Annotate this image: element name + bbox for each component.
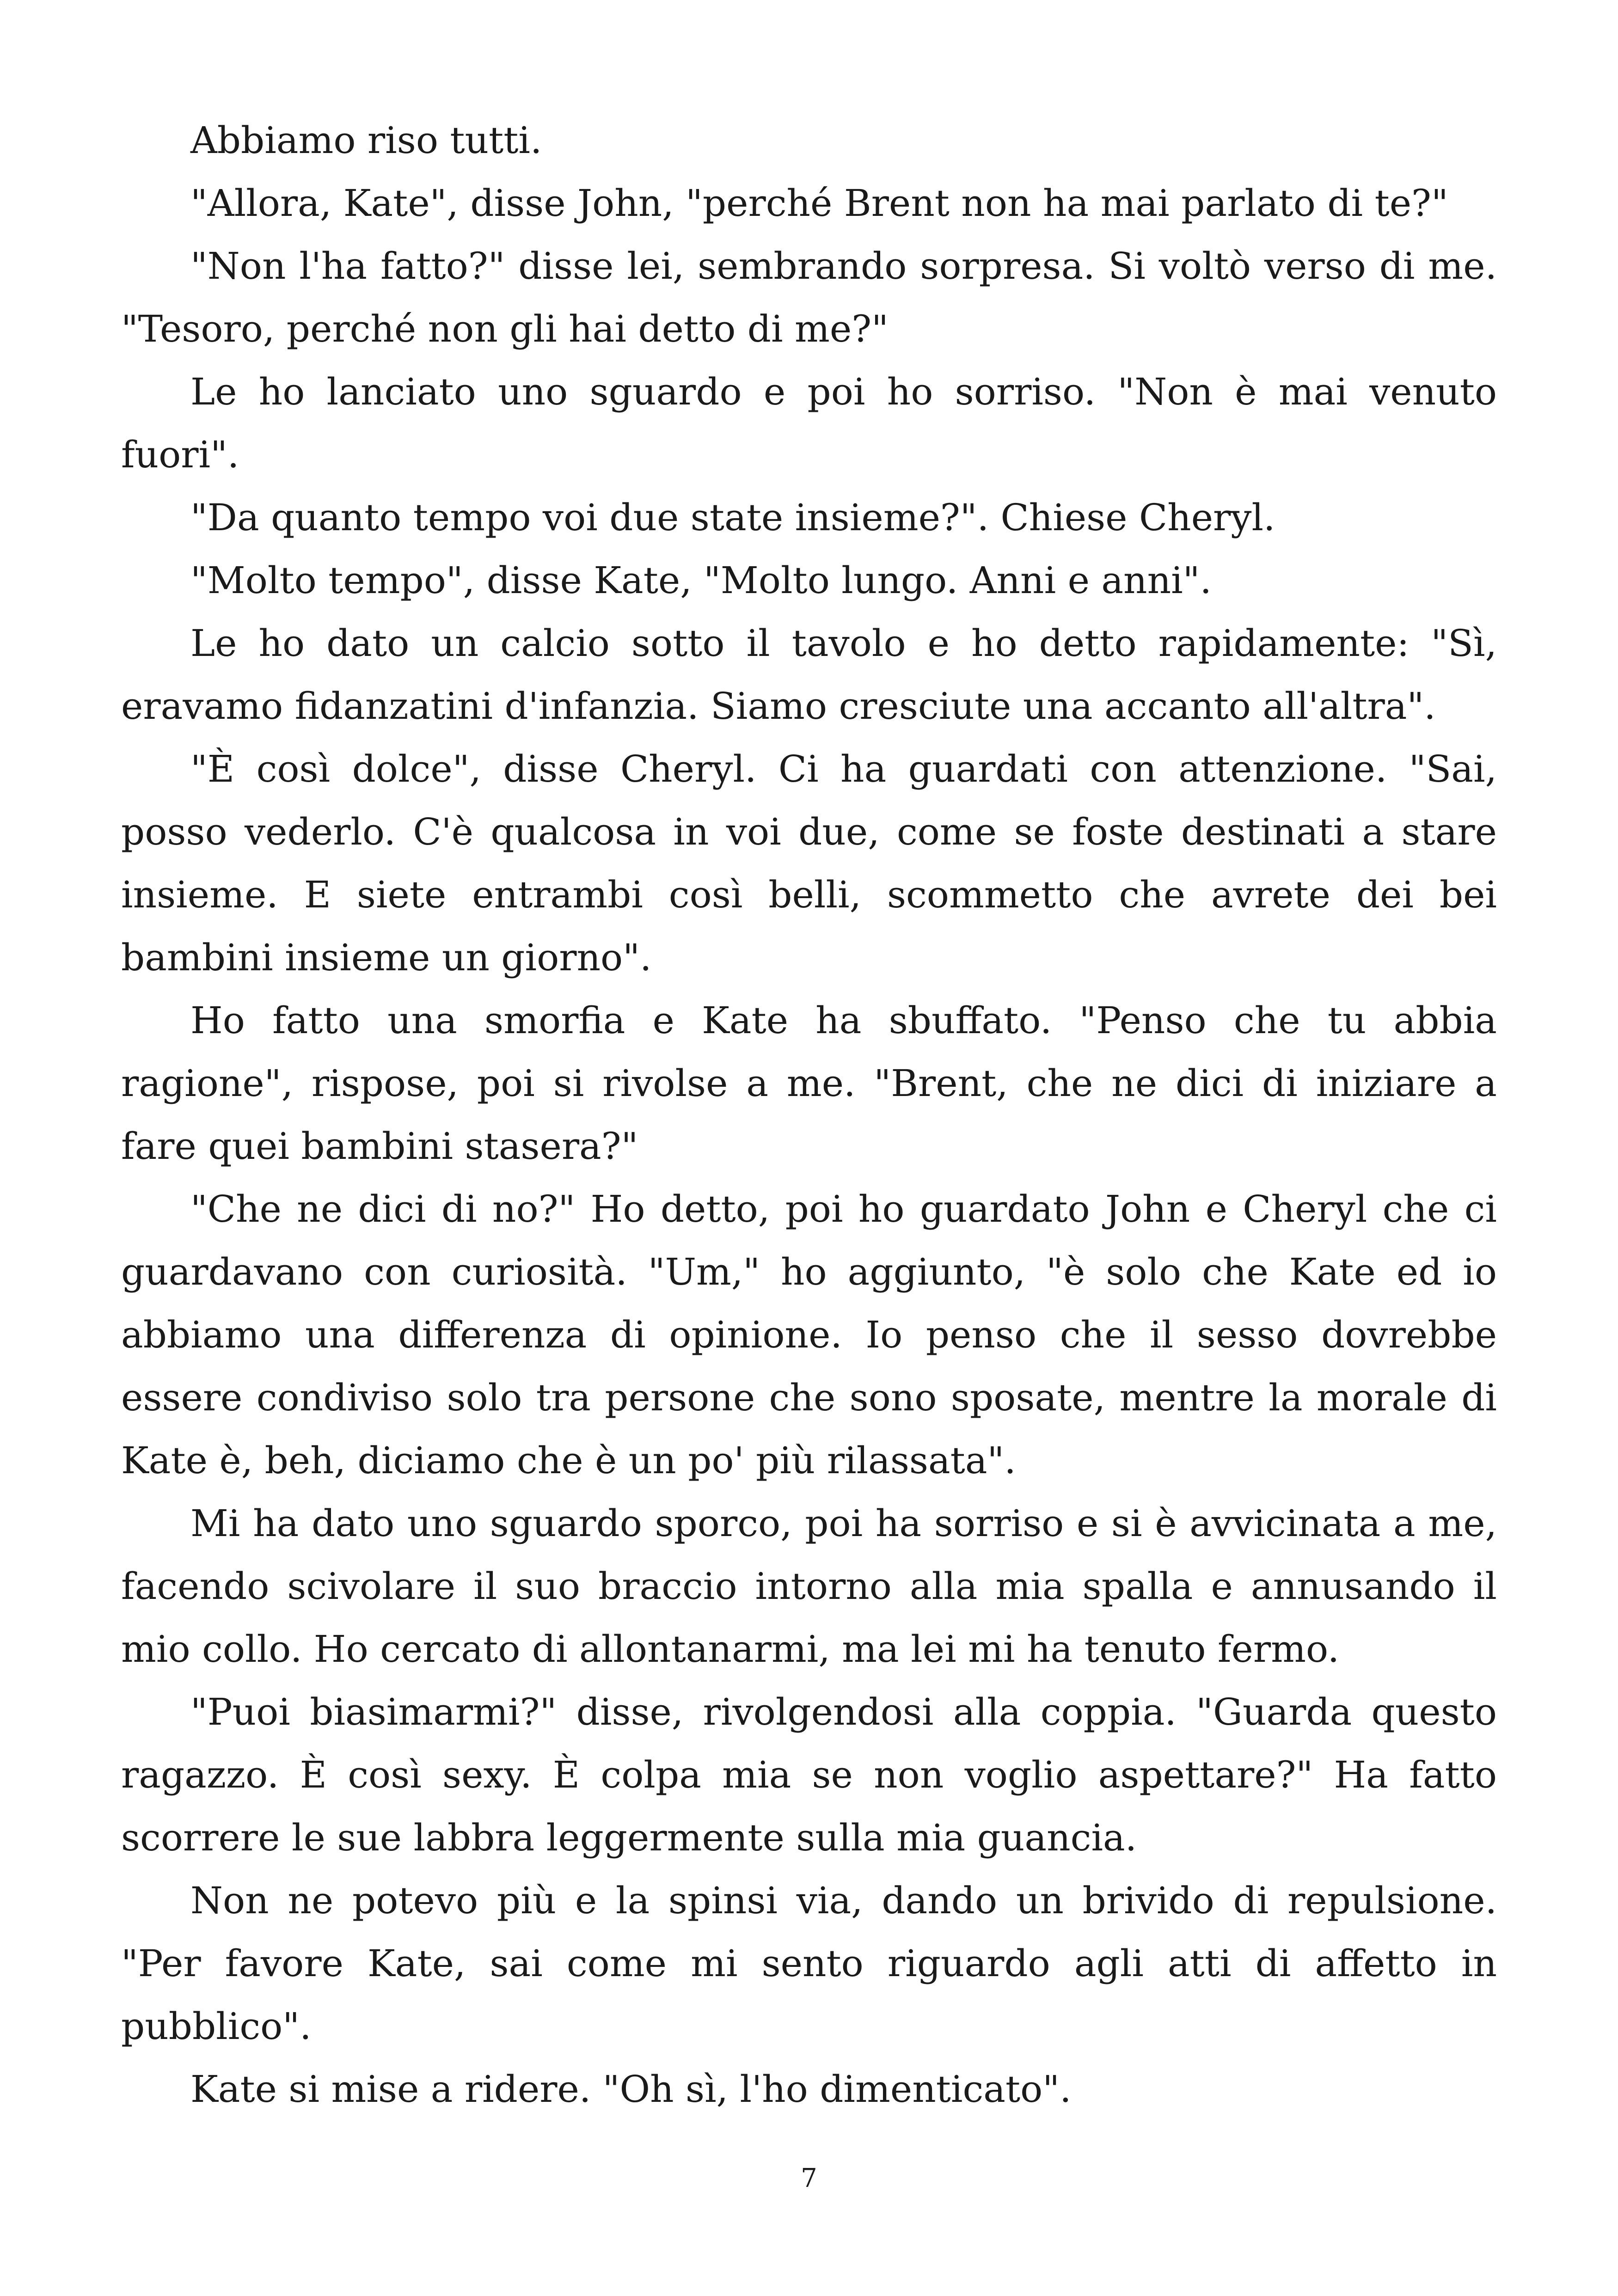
paragraph: Mi ha dato uno sguardo sporco, poi ha sorriso e si è avvicinata a me, facendo scivolare il suo braccio intorno alla mia spalla e annusando il mio collo. Ho cercato di allontanarmi, ma lei mi ha tenuto fermo. (121, 1502, 1497, 1671)
page-number: 7 (801, 2163, 817, 2193)
paragraph: Abbiamo riso tutti. (190, 119, 542, 162)
paragraph: "Che ne dici di no?" Ho detto, poi ho guardato John e Cheryl che ci guardavano con curiosità. "Um," ho aggiunto, "è solo che Kate ed io abbiamo una differenza di opinione. Io penso che il sesso dovrebbe essere condiviso solo tra persone che sono sposate, mentre la morale di Kate è, beh, diciamo che è un po' più rilassata". (121, 1188, 1497, 1482)
paragraph: "Puoi biasimarmi?" disse, rivolgendosi alla coppia. "Guarda questo ragazzo. È così sexy. È colpa mia se non voglio aspettare?" Ha fatto scorrere le sue labbra leggermente sulla mia guancia. (121, 1690, 1497, 1859)
paragraph: Le ho dato un calcio sotto il tavolo e ho detto rapidamente: "Sì, eravamo fidanzatini d'infanzia. Siamo cresciute una accanto all'altra". (121, 622, 1497, 728)
paragraph: Le ho lanciato uno sguardo e poi ho sorriso. "Non è mai venuto fuori". (121, 370, 1497, 476)
paragraph: "È così dolce", disse Cheryl. Ci ha guardati con attenzione. "Sai, posso vederlo. C'è qualcosa in voi due, come se foste destinati a stare insieme. E siete entrambi così belli, scommetto che avrete dei bei bambini insieme un giorno". (121, 747, 1497, 979)
paragraph: "Non l'ha fatto?" disse lei, sembrando sorpresa. Si voltò verso di me. "Tesoro, perché non gli hai detto di me?" (121, 245, 1497, 350)
body-text (121, 109, 1497, 2121)
paragraph: "Allora, Kate", disse John, "perché Brent non ha mai parlato di te?" (190, 182, 1448, 225)
paragraph: "Molto tempo", disse Kate, "Molto lungo. Anni e anni". (190, 559, 1212, 602)
paragraph: Ho fatto una smorfia e Kate ha sbuffato. "Penso che tu abbia ragione", rispose, poi si rivolse a me. "Brent, che ne dici di iniziare a fare quei bambini stasera?" (121, 999, 1497, 1168)
paragraph: Kate si mise a ridere. "Oh sì, l'ho dimenticato". (190, 2068, 1072, 2111)
paragraph: "Da quanto tempo voi due state insieme?". Chiese Cheryl. (190, 496, 1275, 539)
paragraph: Non ne potevo più e la spinsi via, dando un brivido di repulsione. "Per favore Kate, sai come mi sento riguardo agli atti di affetto in pubblico". (121, 1879, 1497, 2048)
